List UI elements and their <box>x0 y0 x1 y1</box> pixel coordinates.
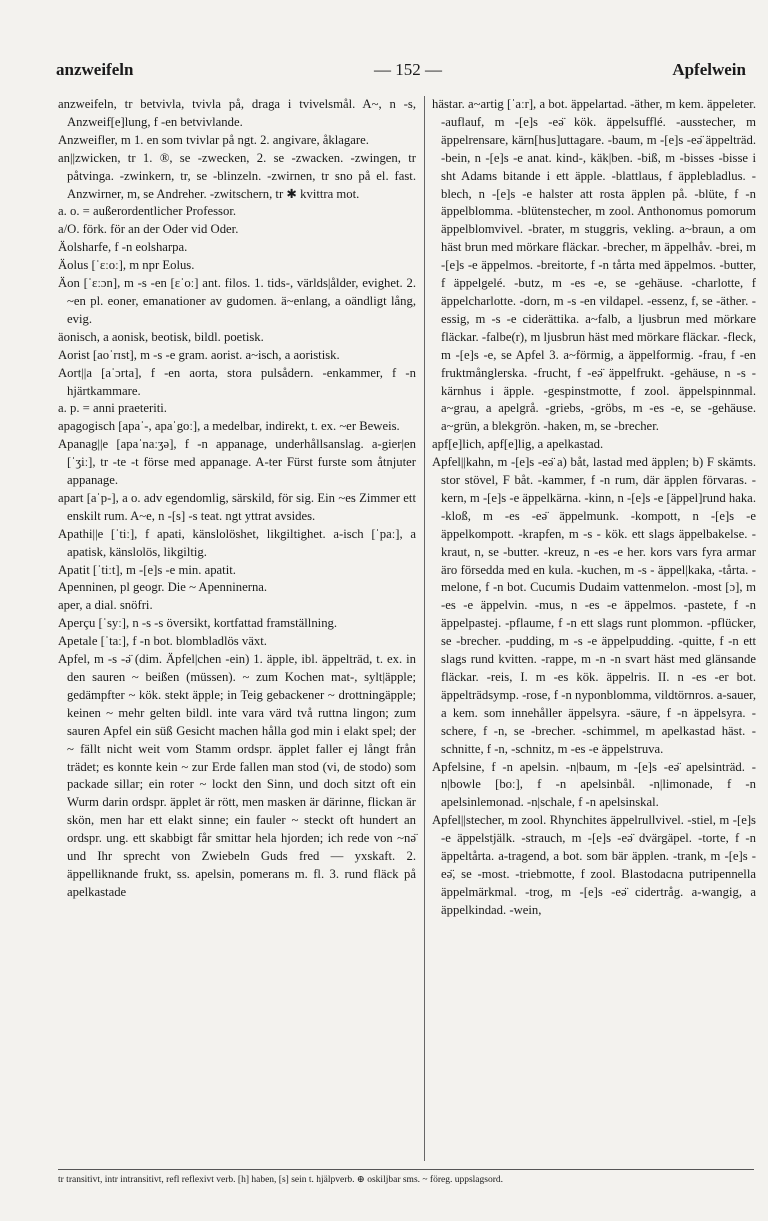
page-number: — 152 — <box>374 60 442 79</box>
entry: Apathi||e [ˈtiː], f apati, känslolöshet, likgiltighet. a-isch [ˈpaː], a apatisk, känslolös, likgiltig. <box>58 526 416 559</box>
entry: a/O. förk. för an der Oder vid Oder. <box>58 222 239 237</box>
entry: Apfel, m -s -ǝ̈ (dim. Äpfel|chen -ein) 1. äpple, ibl. äppelträd, t. ex. in den sauren ~ beißen (müssen). ~ zum Kochen mat-, sylt|äpple; gedämpfter ~ kök. stekt äpple; in Teig gebackener ~ drottningäpple; keinen ~ mehr gelten bildl. inte vara värd två ruttna lingon; zum sauren Apfel ein süß Gesicht machen hålla god min i elakt spel; der ~ fällt nicht weit vom Stamm ordspr. äpplet faller ej långt från trädet; es konnte kein ~ zur Erde fallen man stod (vi, de stodo) som packade sillar; ein roter ~ lockt den Sinn, und doch sitzt oft ein Wurm darin ordspr. äpplet är rött, men masken är därinne, flickan är skön, men har ett elakt sinne; ein fauler ~ steckt oft hundert an ordspr. ung. ett skabbigt får smittar hela hjorden; ich rede von ~nǝ̈ und Ihr sprecht von Zwiebeln Guds fred — yxskaft. 2. äppelliknande frukt, ss. apelsin, pomerans m. fl. 3. rund fläck på apelkastade <box>58 652 416 899</box>
header-left-guideword: anzweifeln <box>56 60 134 79</box>
entry: Äolsharfe, f -n eolsharpa. <box>58 240 188 255</box>
entry: an||zwicken, tr 1. ®, se -zwecken, 2. se -zwacken. -zwingen, tr påtvinga. -zwinkern, tr, se -blinzeln. -zwirnen, tr sno på el. fast. Anzwirner, m, se Andreher. -zwitschern, tr ✱ kvittra mot. <box>58 150 416 201</box>
entry: Apfel||stecher, m zool. Rhynchites äppelrullvivel. -stiel, m -[e]s -e äppelstjälk. -strauch, m -[e]s -eǝ̈ dvärgäpel. -torte, f -n äppeltårta. a-tragend, a bot. som bär äpplen. -trank, m -[e]s -eǝ̈, se -most. -triebmotte, f zool. Blastodacna putripennella äppelmärkmal. -trog, m -[e]s -eǝ̈ cidertråg. a-wangig, a äppelkindad. -wein, <box>432 813 756 917</box>
entry: Apatit [ˈtiːt], m -[e]s -e min. apatit. <box>58 562 236 577</box>
entry: Aort||a [aˈɔrta], f -en aorta, stora pulsådern. -enkammer, f -n hjärtkammare. <box>58 365 416 398</box>
page-header <box>56 60 746 82</box>
entry: Anzweifler, m 1. en som tvivlar på ngt. 2. angivare, åklagare. <box>58 132 369 147</box>
entry: Aperçu [ˈsyː], n -s -s översikt, kortfattad framställning. <box>58 616 338 631</box>
entry: a. p. = anni praeteriti. <box>58 401 167 416</box>
entry: Aorist [aoˈrɪst], m -s -e gram. aorist. a~isch, a aoristisk. <box>58 347 340 362</box>
entry: aper, a dial. snöfri. <box>58 598 153 613</box>
entry: apagogisch [apaˈ-, apaˈgoː], a medelbar, indirekt, t. ex. ~er Beweis. <box>58 419 400 434</box>
entry: hästar. a~artig [ˈaːr], a bot. äppelartad. -äther, m kem. äppeleter. -auflauf, m -[e]s -eǝ̈ kök. äppelsufflé. -ausstecher, m äppelrensare, kärn[hus]uttagare. -baum, m -[e]s -eǝ̈ äppelträd. -bein, n -[e]s -e anat. kind-, käk|ben. -biß, m -bisses -bisse i sht Adams bitande i ett äpple. -blattlaus, f äpplebladlus. -blech, n -[e]s -e halster att rosta äpplen på. -blüte, f -n äppelblomma. -blütenstecher, m zool. Anthonomus pomorum äppelblomvivel. -brater, m stuggris, vekling. a~braun, a om häst brun med mörkare fläckar. -brecher, m äppelhåv. -brei, m -[e]s -e äppelmos. -breitorte, f -n tårta med äppelmos. -butter, f äppelgelé. -butz, m -es -e, se -gehäuse. -charlotte, f äppelcharlotte. -dorn, m -s -en vildapel. -essenz, f, se -äther. -essig, m -s -e ciderättika. a~falb, a ljusbrun med mörkare fläckar. -falbe(r), m ljusbrun häst med mörkare fläckar. -fleck, m -[e]s -e, se Apfel 3. a~förmig, a äppelformig. -frau, f -en fruktmånglerska. -frucht, f -eǝ̈ äppelfrukt. -gehäuse, n -s - kärnhus i äpple. -gespinstmotte, f zool. äppelspinnmal. a~grau, a apelgrå. -griebs, -gröbs, m -es -e, se -gehäuse. a~grün, a blekgrön. -haken, m, se -brecher. <box>432 97 756 434</box>
entry: Apfelsine, f -n apelsin. -n|baum, m -[e]s -eǝ̈ apelsinträd. -n|bowle [boː], f -n apelsinbål. -n|limonade, f -n apelsinlemonad. -n|schale, f -n apelsinskal. <box>432 759 756 810</box>
entry: Apanag||e [apaˈnaːʒə], f -n appanage, underhållsanslag. a-gier|en [ˈʒiː], tr -te -t förse med appanage. A-ter Fürst furste som åtnjuter appanage. <box>58 437 416 488</box>
entry: Äolus [ˈɛːoː], m npr Eolus. <box>58 258 195 273</box>
entry: äonisch, a aonisk, beotisk, bildl. poetisk. <box>58 329 264 344</box>
header-right-guideword: Apfelwein <box>672 60 746 79</box>
entry: Apfel||kahn, m -[e]s -eǝ̈ a) båt, lastad med äpplen; b) F skämts. stor stövel, F båt. -kammer, f -n rum, där äpplen förvaras. -kern, m -[e]s -e äppelkärna. -kinn, n -[e]s -e [äppel]rund haka. -kloß, m -es -eǝ̈ äppelmunk. -kompott, n -[e]s -e äppelkompott. -krapfen, m -s - kök. ett slags äppelbakelse. -kraut, n, se -butter. -kreuz, n -es -e her. kors vars fyra armar äro försedda med en kula. -kuchen, m -s - äppel|kaka, -tårta. -melone, f -n bot. Cucumis Dudaim vattenmelon. -most [ɔ], m -es -e äppelvin. -mus, n -es -e äppelmos. -pastete, f -n äppelpastej. -pflaume, f -n ett slags runt plommon. -pflücker, se -brecher. -pudding, m -s -e äppelpudding. -quitte, f -n ett slags rund kvitten. -rappe, m -n -n svart häst med glänsande fläckar. -reis, I. m -es kök. äppelris. II. n -es -er bot. äppelträdsymp. -rose, f -n nyponblomma, vildtörnros. a-sauer, a kem. som innehåller äppelsyra. -säure, f -n äppelsyra. -schere, f -n, se -brecher. -schimmel, m apelkastad häst. -schnitte, f -n, -schnitz, m -es -e äppelstruva. <box>432 455 756 756</box>
column-divider <box>424 96 425 1161</box>
entry: Apenninen, pl geogr. Die ~ Apenninerna. <box>58 580 268 595</box>
abbreviation-legend: tr transitivt, intr intransitivt, refl reflexivt verb. [h] haben, [s] sein t. hjälpverb. ⊕ oskiljbar sms. ~ föreg. uppslagsord. <box>58 1169 754 1185</box>
right-column <box>432 96 756 920</box>
entry: anzweifeln, tr betvivla, tvivla på, draga i tvivelsmål. A~, n -s, Anzweif[e]lung, f -en betvivlande. <box>58 97 416 129</box>
entry: Äon [ˈɛːɔn], m -s -en [ɛˈoː] ant. filos. 1. tids-, världs|ålder, evighet. 2. ~en pl. eoner, emanationer av gudomen. ä~enlang, a oändligt lång, evig. <box>58 276 416 326</box>
entry: apf[e]lich, apf[e]lig, a apelkastad. <box>432 437 604 452</box>
entry: a. o. = außerordentlicher Professor. <box>58 204 237 219</box>
left-column <box>58 96 416 902</box>
entry: apart [aˈp-], a o. adv egendomlig, särskild, för sig. Ein ~es Zimmer ett enskilt rum. A~e, n -[s] -s teat. ngt yttrat avsides. <box>58 490 416 523</box>
entry: Apetale [ˈtaː], f -n bot. blombladlös växt. <box>58 634 267 649</box>
